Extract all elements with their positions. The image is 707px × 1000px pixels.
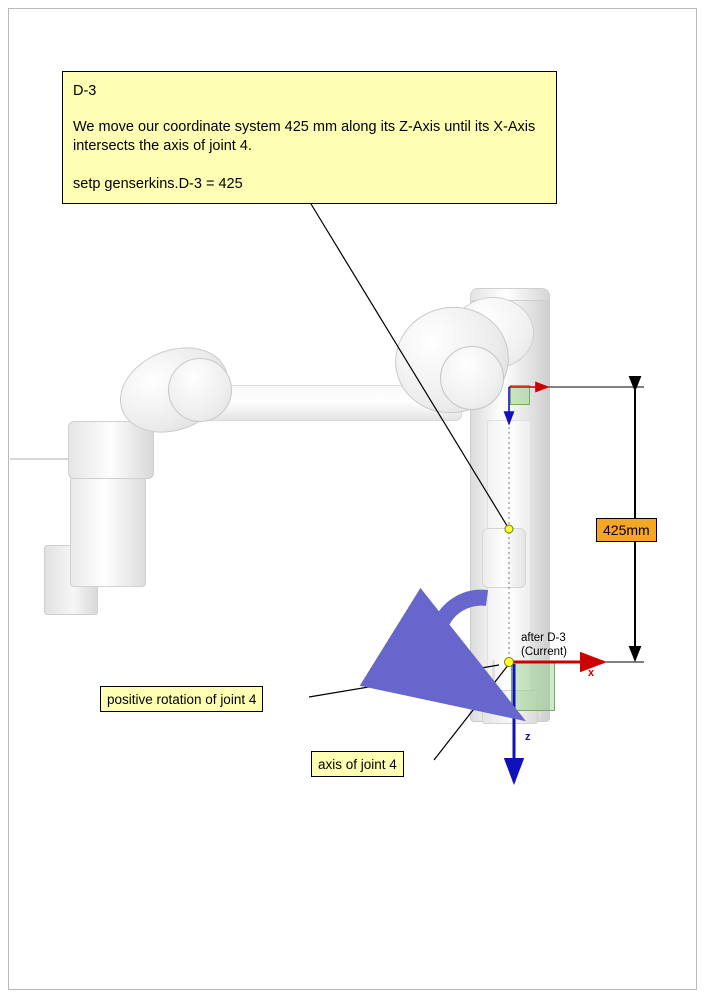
dimension-badge-425mm: 425mm: [596, 518, 657, 542]
leader-line-main-callout: [311, 204, 509, 529]
cs-label-current: (Current): [521, 646, 568, 658]
joint-marker-origin: [505, 658, 514, 667]
callout-main-body: We move our coordinate system 425 mm along its Z-Axis until its X-Axis intersects the axis of joint 4.: [73, 118, 536, 155]
callout-main: [62, 71, 557, 204]
z-axis-label: z: [525, 731, 531, 743]
joint-marker-upper: [505, 525, 513, 533]
callout-axis-of-joint-4: axis of joint 4: [311, 751, 404, 777]
callout-positive-rotation: positive rotation of joint 4: [100, 686, 263, 712]
positive-rotation-arrow: [437, 598, 487, 679]
callout-main-code: setp genserkins.D-3 = 425: [73, 175, 243, 192]
x-axis-label: x: [588, 667, 595, 679]
cs-label-after-d3: after D-3: [521, 632, 566, 644]
callout-main-title: D-3: [73, 83, 97, 99]
leader-line-rotation: [309, 665, 499, 697]
